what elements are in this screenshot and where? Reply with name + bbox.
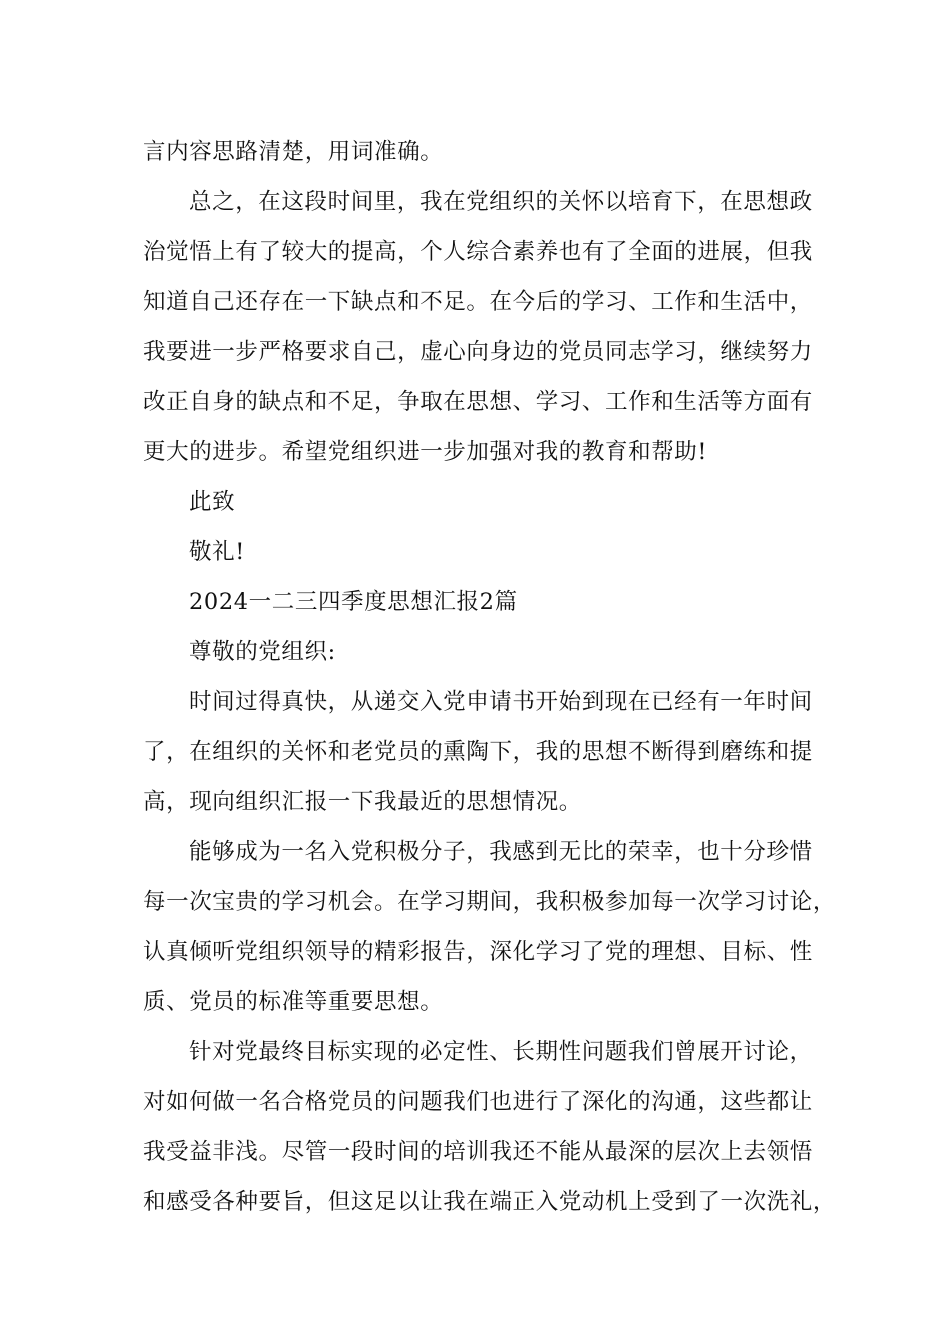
text-line: 我要进一步严格要求自己，虚心向身边的党员同志学习，继续努力 [143, 339, 813, 365]
text-line: 知道自己还存在一下缺点和不足。在今后的学习、工作和生活中， [143, 289, 813, 315]
text-line: 认真倾听党组织领导的精彩报告，深化学习了党的理想、目标、性 [143, 939, 813, 965]
text-line: 治觉悟上有了较大的提高，个人综合素养也有了全面的进展，但我 [143, 239, 813, 265]
closing-salutation: 此致 [189, 489, 236, 515]
text-line: 了，在组织的关怀和老党员的熏陶下，我的思想不断得到磨练和提 [143, 739, 813, 765]
text-line: 言内容思路清楚，用词准确。 [143, 139, 444, 165]
text-line: 对如何做一名合格党员的问题我们也进行了深化的沟通，这些都让 [143, 1089, 813, 1115]
closing-regards: 敬礼! [189, 539, 245, 565]
paragraph-first-line: 总之，在这段时间里，我在党组织的关怀以培育下，在思想政 [189, 189, 813, 215]
paragraph-first-line: 能够成为一名入党积极分子，我感到无比的荣幸，也十分珍惜 [189, 839, 813, 865]
text-line: 质、党员的标准等重要思想。 [143, 989, 444, 1015]
greeting: 尊敬的党组织: [189, 639, 336, 665]
paragraph-first-line: 时间过得真快，从递交入党申请书开始到现在已经有一年时间 [189, 689, 813, 715]
text-line: 更大的进步。希望党组织进一步加强对我的教育和帮助! [143, 439, 708, 465]
text-line: 改正自身的缺点和不足，争取在思想、学习、工作和生活等方面有 [143, 389, 813, 415]
paragraph-first-line: 针对党最终目标实现的必定性、长期性问题我们曾展开讨论， [189, 1039, 813, 1065]
section-title: 2024一二三四季度思想汇报2篇 [189, 589, 518, 615]
text-line: 和感受各种要旨，但这足以让我在端正入党动机上受到了一次洗礼， [143, 1189, 837, 1215]
text-line: 高，现向组织汇报一下我最近的思想情况。 [143, 789, 582, 815]
text-line: 我受益非浅。尽管一段时间的培训我还不能从最深的层次上去领悟 [143, 1139, 813, 1165]
text-line: 每一次宝贵的学习机会。在学习期间，我积极参加每一次学习讨论， [143, 889, 837, 915]
